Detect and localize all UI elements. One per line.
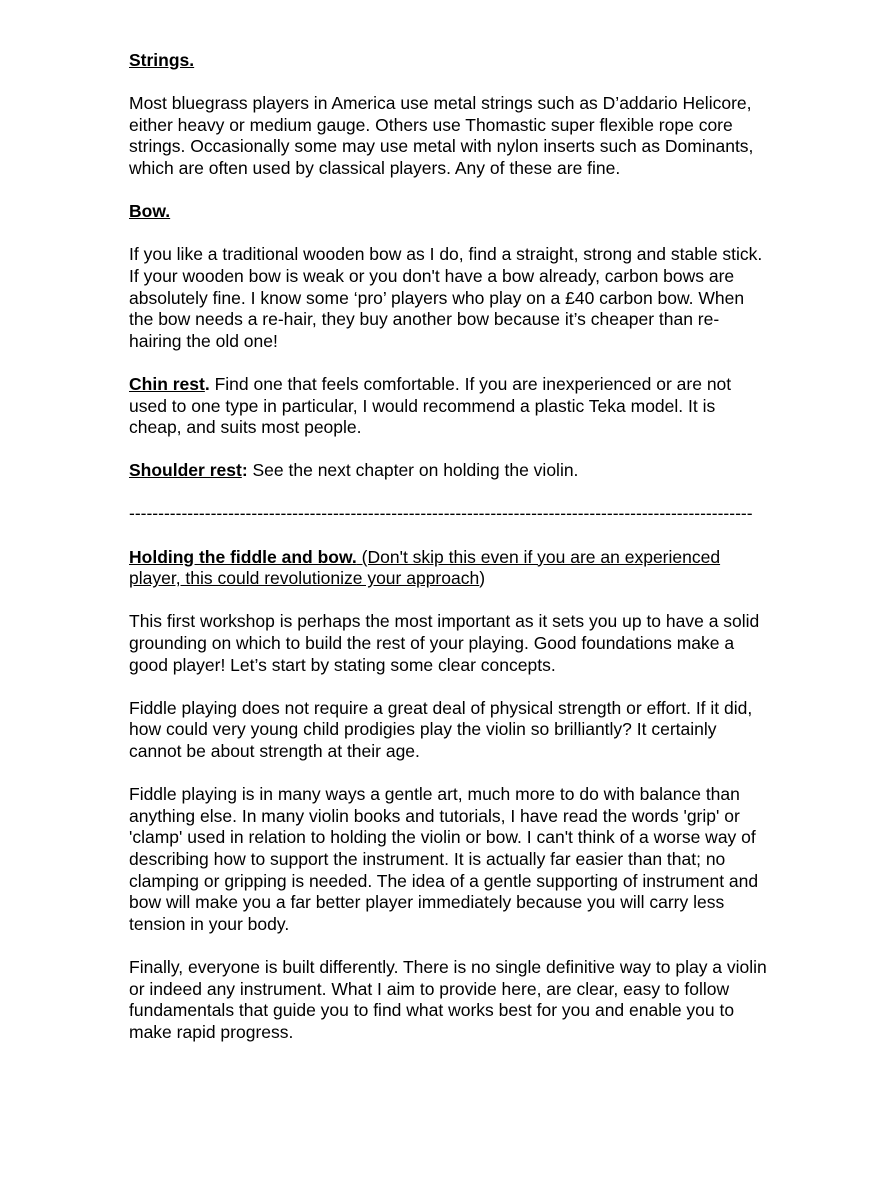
strings-heading: Strings.: [129, 50, 195, 70]
shoulder-rest-text: See the next chapter on holding the violin.: [247, 460, 579, 481]
bow-paragraph: If you like a traditional wooden bow as I do, find a straight, strong and stable stick. If your wooden bow is weak or you don't have a bow already, carbon bows are absolutely fine. I know some ‘pro’ players who play on a £40 carbon bow. When the bow needs a re-hair, they buy another bow because it’s cheaper than re-hairing the old one!: [129, 244, 763, 351]
holding-paragraph-4: Finally, everyone is built differently. There is no single definitive way to play a violin or indeed any instrument. What I aim to provide here, are clear, easy to follow fundamentals that guide you to find what works best for you and enable you to make rapid progress.: [129, 956, 767, 1042]
chin-rest-text: Find one that feels comfortable. If you are inexperienced or are not used to one type in particular, I would recommend a plastic Teka model. It is cheap, and suits most people.: [129, 373, 732, 438]
section-separator: -----------------------------------------------------------------------------------------------------------: [129, 503, 753, 524]
holding-paragraph-2: Fiddle playing does not require a great deal of physical strength or effort. If it did, how could very young child prodigies play the violin so brilliantly? It certainly cannot be about strength at their age.: [129, 697, 753, 761]
shoulder-rest-label: Shoulder rest: [129, 460, 242, 481]
strings-paragraph: Most bluegrass players in America use metal strings such as D’addario Helicore, either heavy or medium gauge. Others use Thomastic super flexible rope core strings. Occasionally some may use metal with nylon inserts such as Dominants, which are often used by classical players. Any of these are fine.: [129, 93, 754, 178]
document-page: [129, 50, 769, 1043]
bow-heading: Bow.: [129, 201, 171, 222]
holding-subheading-close: ): [479, 568, 486, 589]
chin-rest-punct: .: [204, 373, 210, 394]
chin-rest-label: Chin rest: [129, 373, 205, 394]
holding-heading: Holding the fiddle and bow.: [129, 546, 357, 567]
shoulder-rest-punct: :: [241, 460, 248, 481]
chin-rest-paragraph: [129, 374, 769, 439]
holding-heading-block: [129, 547, 769, 590]
holding-paragraph-3: Fiddle playing is in many ways a gentle art, much more to do with balance than anything else. In many violin books and tutorials, I have read the words 'grip' or 'clamp' used in relation to holding the violin or bow. I can't think of a worse way of describing how to support the instrument. It is actually far easier than that; no clamping or gripping is needed. The idea of a gentle supporting of instrument and bow will make you a far better player immediately because you will carry less tension in your body.: [129, 784, 759, 934]
holding-paragraph-1: This first workshop is perhaps the most important as it sets you up to have a solid grounding on which to build the rest of your playing. Good foundations make a good player! Let’s start by stating some clear concepts.: [129, 611, 760, 675]
holding-subheading: (Don't skip this even if you are an experienced player, this could revolutionize your approach: [129, 546, 721, 589]
shoulder-rest-paragraph: [129, 460, 769, 482]
